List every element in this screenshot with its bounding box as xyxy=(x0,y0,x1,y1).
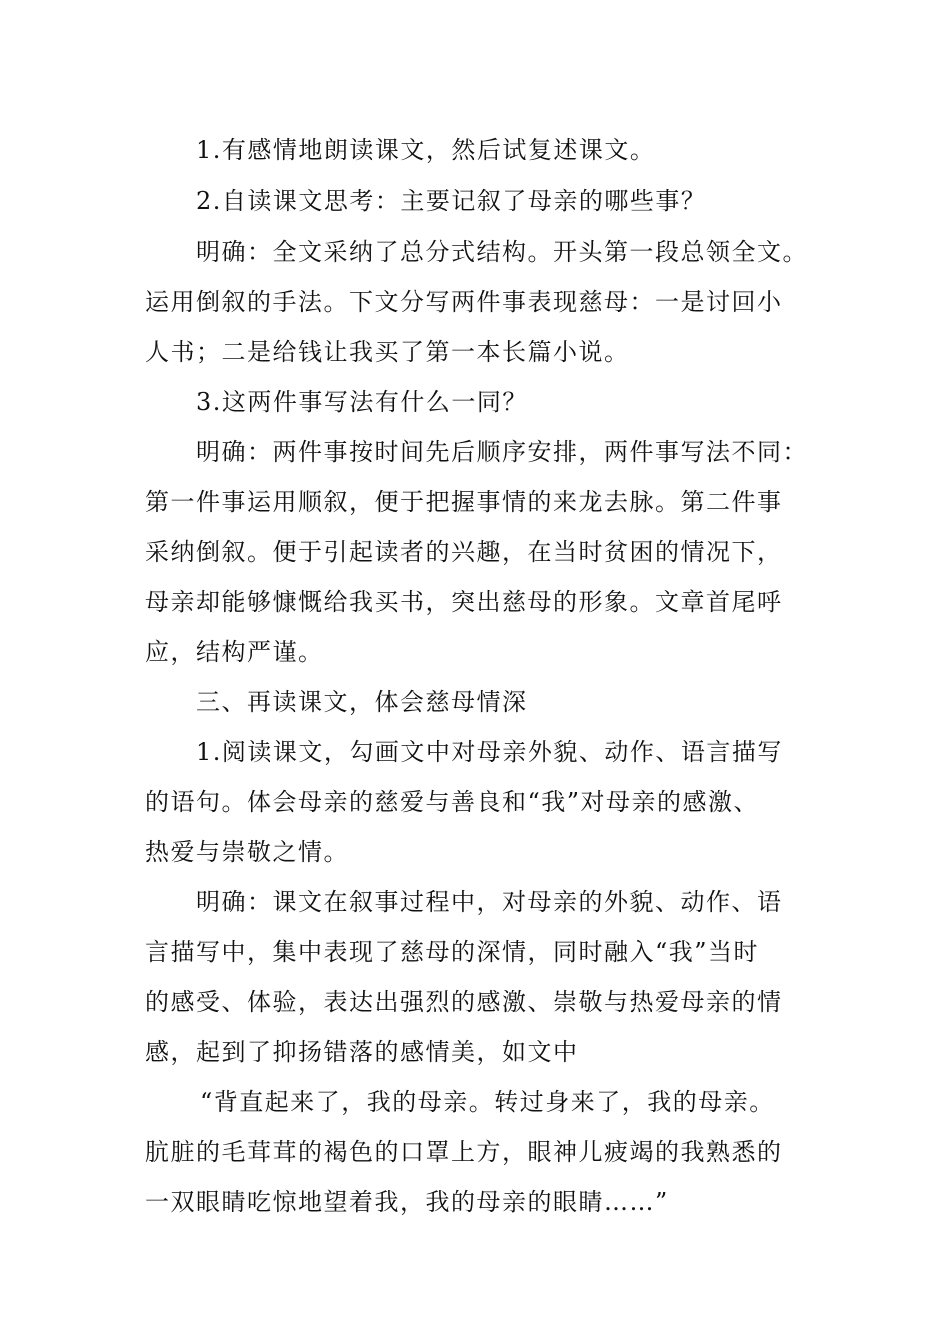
answer-1-line-1: 明确：全文采纳了总分式结构。开头第一段总领全文。 xyxy=(196,238,808,266)
quotation-line-1: “背直起来了，我的母亲。转过身来了，我的母亲。 xyxy=(200,1088,775,1116)
answer-2-line-1: 明确：两件事按时间先后顺序安排，两件事写法不同： xyxy=(196,438,808,466)
answer-2-line-2: 第一件事运用顺叙，便于把握事情的来龙去脉。第二件事 xyxy=(145,488,783,516)
quotation-line-2: 肮脏的毛茸茸的褐色的口罩上方，眼神儿疲竭的我熟悉的 xyxy=(145,1138,783,1166)
answer-3-line-4: 感，起到了抑扬错落的感情美，如文中 xyxy=(145,1038,579,1066)
answer-2-line-4: 母亲却能够慷慨给我买书，突出慈母的形象。文章首尾呼 xyxy=(145,588,783,616)
answer-3-line-1: 明确：课文在叙事过程中，对母亲的外貌、动作、语 xyxy=(196,888,783,916)
section-3-item-1-line-1: 1.阅读课文，勾画文中对母亲外貌、动作、语言描写 xyxy=(196,738,783,766)
section-3-item-1-line-2: 的语句。体会母亲的慈爱与善良和“我”对母亲的感激、 xyxy=(145,788,760,816)
section-3-heading: 三、再读课文，体会慈母情深 xyxy=(196,688,528,716)
answer-1-line-3: 人书；二是给钱让我买了第一本长篇小说。 xyxy=(145,338,630,366)
item-2-question-line-1: 2.自读课文思考：主要记叙了母亲的哪些事？ xyxy=(196,187,707,215)
answer-3-line-2: 言描写中，集中表现了慈母的深情，同时融入“我”当时 xyxy=(145,938,760,966)
answer-3-line-3: 的感受、体验，表达出强烈的感激、崇敬与热爱母亲的情 xyxy=(145,988,783,1016)
answer-2-line-5: 应，结构严谨。 xyxy=(145,638,324,666)
item-3-question-line-1: 3.这两件事写法有什么一同？ xyxy=(196,388,528,416)
answer-1-line-2: 运用倒叙的手法。下文分写两件事表现慈母：一是讨回小 xyxy=(145,288,783,316)
section-3-item-1-line-3: 热爱与崇敬之情。 xyxy=(145,838,349,866)
item-1-read-aloud-line-1: 1.有感情地朗读课文，然后试复述课文。 xyxy=(196,136,656,164)
answer-2-line-3: 采纳倒叙。便于引起读者的兴趣，在当时贫困的情况下， xyxy=(145,538,783,566)
quotation-line-3: 一双眼睛吃惊地望着我，我的母亲的眼睛……” xyxy=(145,1188,669,1216)
